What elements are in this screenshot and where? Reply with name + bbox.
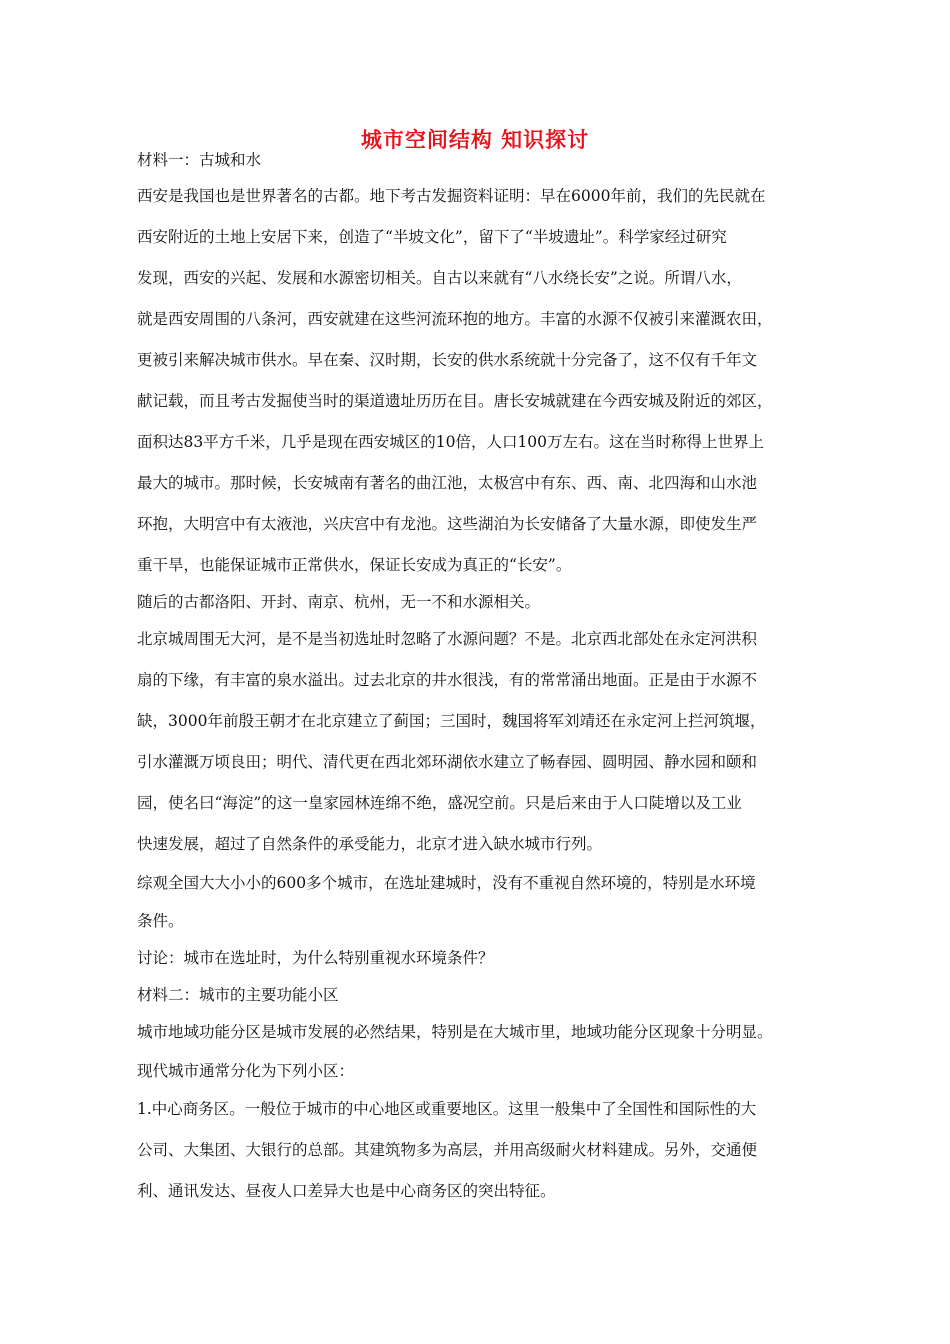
text-line: 面积达83平方千米，几乎是现在西安城区的10倍，人口100万左右。这在当时称得上世界上 (137, 433, 765, 451)
text-line: 更被引来解决城市供水。早在秦、汉时期，长安的供水系统就十分完备了，这不仅有千年文 (137, 351, 758, 369)
text-line: 公司、大集团、大银行的总部。其建筑物多为高层，并用高级耐火材料建成。另外，交通便 (137, 1141, 758, 1159)
text-line: 西安是我国也是世界著名的古都。地下考古发掘资料证明：早在6000年前，我们的先民就在 (137, 187, 766, 205)
text-line: 缺，3000年前殷王朝才在北京建立了蓟国；三国时，魏国将军刘靖还在永定河上拦河筑堰， (137, 712, 766, 730)
text-line: 材料二：城市的主要功能小区 (137, 986, 339, 1004)
text-line: 最大的城市。那时候，长安城南有著名的曲江池，太极宫中有东、西、南、北四海和山水池 (137, 474, 758, 492)
text-line: 条件。 (137, 912, 184, 930)
text-line: 利、通讯发达、昼夜人口差异大也是中心商务区的突出特征。 (137, 1182, 556, 1200)
text-line: 综观全国大大小小的600多个城市，在选址建城时，没有不重视自然环境的，特别是水环境 (137, 874, 756, 892)
text-line: 现代城市通常分化为下列小区： (137, 1062, 355, 1080)
text-line: 献记载，而且考古发掘使当时的渠道遗址历历在目。唐长安城就建在今西安城及附近的郊区， (137, 392, 773, 410)
text-line: 重干旱，也能保证城市正常供水，保证长安成为真正的“长安”。 (137, 556, 572, 574)
text-line: 园，使名曰“海淀”的这一皇家园林连绵不绝，盛况空前。只是后来由于人口陡增以及工业 (137, 794, 742, 812)
document-title: 城市空间结构 知识探讨 (360, 128, 590, 152)
text-line: 就是西安周围的八条河，西安就建在这些河流环抱的地方。丰富的水源不仅被引来灌溉农田， (137, 310, 773, 328)
text-line: 城市地域功能分区是城市发展的必然结果，特别是在大城市里，地域功能分区现象十分明显。 (137, 1023, 773, 1041)
text-line: 讨论：城市在选址时，为什么特别重视水环境条件？ (137, 949, 494, 967)
text-line: 引水灌溉万顷良田；明代、清代更在西北郊环湖依水建立了畅春园、圆明园、静水园和颐和 (137, 753, 758, 771)
text-line: 随后的古都洛阳、开封、南京、杭州，无一不和水源相关。 (137, 593, 541, 611)
text-line: 发现，西安的兴起、发展和水源密切相关。自古以来就有“八水绕长安”之说。所谓八水， (137, 269, 742, 287)
text-line: 北京城周围无大河，是不是当初选址时忽略了水源问题？不是。北京西北部处在永定河洪积 (137, 630, 758, 648)
text-line: 快速发展，超过了自然条件的承受能力，北京才进入缺水城市行列。 (137, 835, 603, 853)
text-line: 1.中心商务区。一般位于城市的中心地区或重要地区。这里一般集中了全国性和国际性的大 (137, 1100, 757, 1118)
text-line: 西安附近的土地上安居下来，创造了“半坡文化”，留下了“半坡遗址”。科学家经过研究 (137, 228, 727, 246)
text-line: 材料一：古城和水 (137, 151, 262, 169)
text-line: 扇的下缘，有丰富的泉水溢出。过去北京的井水很浅，有的常常涌出地面。正是由于水源不 (137, 671, 758, 689)
text-line: 环抱，大明宫中有太液池，兴庆宫中有龙池。这些湖泊为长安储备了大量水源，即使发生严 (137, 515, 758, 533)
